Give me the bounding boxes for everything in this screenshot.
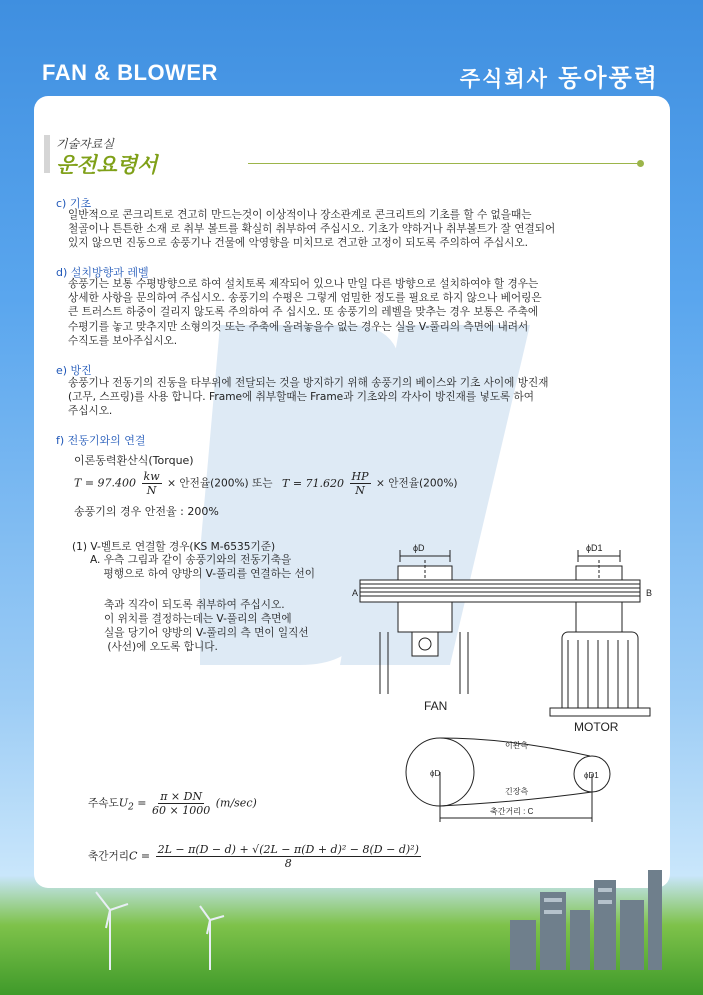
label-b: B [646,588,653,598]
vbelt-title: (1) V-벨트로 연결할 경우(KS M-6535기준) [72,541,276,553]
formula2-lhs: T = 71.620 [281,476,345,490]
brand-title: FAN & BLOWER [42,60,218,85]
text-line: A. 우측 그림과 같이 송풍기와의 전동기축을 [90,554,292,566]
heading-foundation: c) 기초 [56,197,92,210]
text-line: 수직도를 보아주십시오. [68,334,178,347]
divider-dot [637,160,644,167]
text-line: 평행으로 하여 양방의 V-풀리를 연결하는 선이 [90,568,315,580]
vbelt-paragraph-a [90,553,315,581]
text-line: (사선)에 오도록 합니다. [104,641,218,653]
speed-label: 주속도 [88,797,119,810]
torque-formula [74,470,458,497]
company-name [460,58,659,93]
distance-formula [88,843,423,870]
heading-installation: d) 설치방향과 레벨 [56,266,149,279]
formula2-num: HP [351,470,369,483]
label-fan-pulley-dia: ϕD [413,543,425,553]
paragraph-installation [68,277,542,348]
torque-label: 이론동력환산식(Torque) [74,454,194,467]
text-line: 상세한 사항을 문의하여 주십시오. 송풍기의 수평은 그렇게 엄밀한 정도를 필요로 하지 않으나 베어링은 [68,292,542,305]
text-line: 이 위치를 결정하는데는 V-풀리의 측면에 [104,613,292,625]
formula1-den: N [146,484,157,497]
section-category: 기술자료실 [56,137,114,151]
text-line: 수평기를 놓고 맞추지만 소형의것 또는 주축에 올려놓을수 없는 경우는 실을 V-풀리의 측면에 내려서 [68,320,529,333]
text-line: 실을 당기어 양방의 V-풀리의 측 면이 일직선 [104,627,309,639]
speed-den: 60 × 1000 [152,804,211,817]
label-a: A [352,588,359,598]
formula1-fraction [142,470,162,497]
formula1-tail: × 안전율(200%) 또는 [167,477,273,490]
text-line: 송풍기는 보통 수평방향으로 하여 설치토록 제작되어 있으나 만일 다른 방향으로 설치하여야 할 경우는 [68,278,539,290]
label-center-distance: 축간거리 : C [490,807,534,816]
section-divider [248,163,640,164]
text-line: 있지 않으면 진동으로 송풍기나 건물에 악영향을 미치므로 견고한 고정이 되도록 주의하여 주십시오. [68,237,528,250]
distance-label: 축간거리 [88,850,129,863]
formula2-tail: × 안전율(200%) [376,477,458,490]
formula1-num: kw [143,470,160,483]
section-accent-bar [44,135,50,173]
text-line: 축과 직각이 되도록 취부하여 주십시오. [104,599,285,611]
distance-den: 8 [284,857,292,870]
section-title: 운전요령서 [56,153,158,177]
text-line: 송풍기나 전동기의 진동을 타부위에 전달되는 것을 방지하기 위해 송풍기의 베이스와 기초 사이에 방진재 [68,377,549,389]
speed-unit: (m/sec) [215,796,257,810]
distance-num: 2L − π(D − d) + √(2L − π(D + d)² − 8(D − d)²) [157,843,419,856]
distance-lhs: C = [128,849,151,863]
label-tight-side: 긴장측 [505,787,529,796]
company-prefix: 주식회사 [459,67,549,91]
safety-factor: 송풍기의 경우 안전율 : 200% [74,505,219,518]
speed-sub: 2 [127,801,134,813]
label-motor-pulley-dia: ϕD1 [586,543,603,553]
formula1-lhs: T = 97.400 [74,476,137,490]
paragraph-foundation [68,208,555,251]
label-fan: FAN [424,699,448,713]
label-slack-side: 이완측 [505,741,529,750]
distance-fraction [156,843,421,870]
landscape-illustration [0,870,703,995]
label-motor: MOTOR [574,720,619,734]
company-main: 동아풍력 [558,64,659,92]
paragraph-vibration [68,376,548,419]
speed-num: π × DN [160,790,203,803]
heading-vibration: e) 방진 [56,364,92,377]
heading-motor-connection: f) 전동기와의 연결 [56,434,146,447]
text-line: 철골이나 튼튼한 소재 로 취부 볼트를 확실히 취부하여 주십시오. 기초가 약하거나 취부볼트가 잘 연결되어 [68,223,556,236]
text-line: 일반적으로 콘크리트로 견고히 만드는것이 이상적이나 장소관계로 콘크리트의 기초를 할 수 없을때는 [68,209,532,221]
text-line: (고무, 스프링)를 사용 합니다. Frame에 취부할때는 Frame과 기초와의 각사이 방진재를 넣도록 하여 [68,391,534,404]
speed-fraction [152,790,210,817]
label-d1: ϕD1 [584,771,599,780]
formula2-den: N [355,484,365,497]
label-d: ϕD [430,769,441,778]
text-line: 주십시오. [68,405,113,418]
formula2-fraction [350,470,371,497]
vbelt-paragraph-b [104,598,309,654]
speed-lhs: U [118,796,128,810]
text-line: 큰 트러스트 하중이 걸리지 않도록 주의하여 주 십시오. 또 송풍기의 레벨을 맞추는 경우 보통은 주축에 [68,306,539,319]
speed-formula: 주속도$U_2$ = $\frac{\pi \times DN}{60 \times 1000}$ (m/sec) [88,790,257,817]
